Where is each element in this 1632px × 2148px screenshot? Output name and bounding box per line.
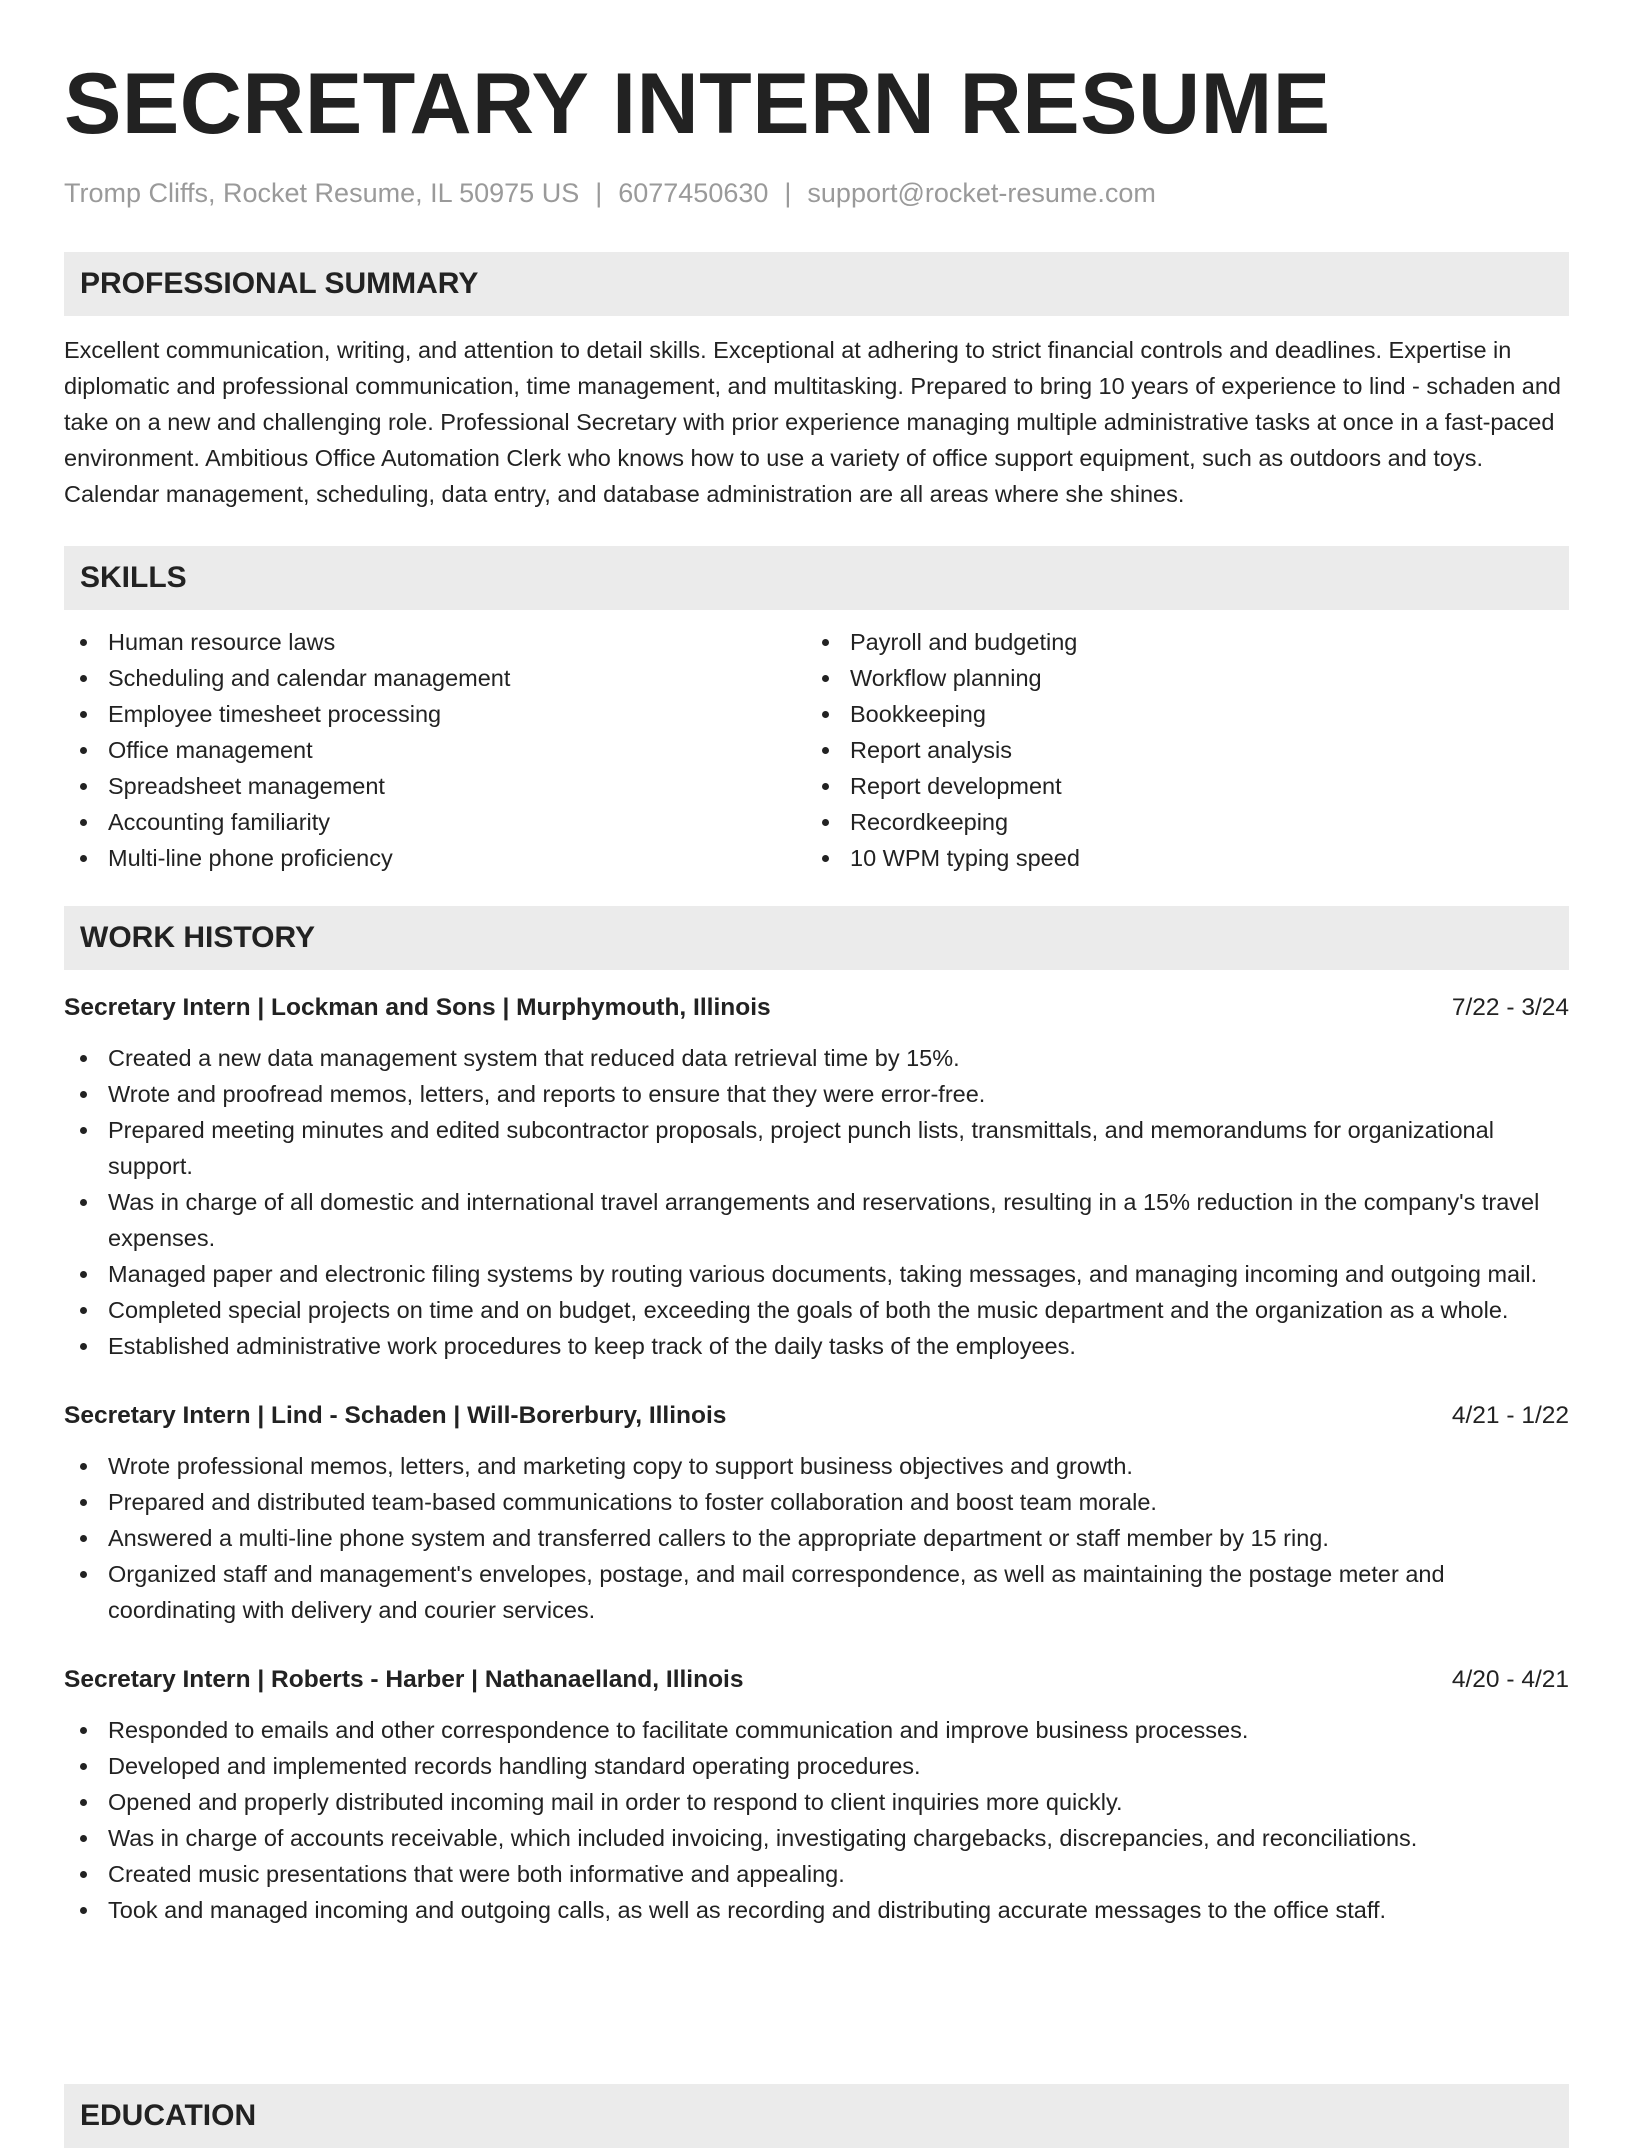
skill-item: 10 WPM typing speed xyxy=(806,840,1548,876)
job-bullet: Organized staff and management's envelopes, postage, and mail correspondence, as well as maintaining the postage meter and coordinating with delivery and courier services. xyxy=(64,1556,1569,1628)
job-dates: 7/22 - 3/24 xyxy=(1451,994,1569,1021)
job-bullet: Was in charge of all domestic and international travel arrangements and reservations, resulting in a 15% reduction in the company's travel expenses. xyxy=(64,1184,1569,1256)
education-section xyxy=(64,2084,1569,2148)
job-entry xyxy=(64,1662,1569,1928)
job-title: Secretary Intern | Lind - Schaden | Will-Borerbury, Illinois xyxy=(64,1402,727,1429)
job-bullet: Created a new data management system that reduced data retrieval time by 15%. xyxy=(64,1040,1569,1076)
job-bullet: Opened and properly distributed incoming mail in order to respond to client inquiries more quickly. xyxy=(64,1784,1569,1820)
job-bullet: Developed and implemented records handling standard operating procedures. xyxy=(64,1748,1569,1784)
job-bullet: Established administrative work procedures to keep track of the daily tasks of the employees. xyxy=(64,1328,1569,1364)
skills-section xyxy=(64,546,1569,876)
contact-line xyxy=(64,176,1569,210)
job-bullet: Managed paper and electronic filing systems by routing various documents, taking messages, and managing incoming and outgoing mail. xyxy=(64,1256,1569,1292)
job-header xyxy=(64,1662,1569,1698)
skill-item: Human resource laws xyxy=(64,624,806,660)
skill-item: Scheduling and calendar management xyxy=(64,660,806,696)
job-bullet: Took and managed incoming and outgoing calls, as well as recording and distributing accurate messages to the office staff. xyxy=(64,1892,1569,1928)
section-header-education: EDUCATION xyxy=(64,2084,1569,2148)
skill-item: Recordkeeping xyxy=(806,804,1548,840)
section-header-work-history: WORK HISTORY xyxy=(64,906,1569,970)
skill-item: Multi-line phone proficiency xyxy=(64,840,806,876)
job-bullet: Answered a multi-line phone system and transferred callers to the appropriate department or staff member by 15 ring. xyxy=(64,1520,1569,1556)
contact-phone: 6077450630 xyxy=(618,178,769,208)
job-header xyxy=(64,1398,1569,1434)
job-bullet: Wrote and proofread memos, letters, and reports to ensure that they were error-free. xyxy=(64,1076,1569,1112)
skills-grid xyxy=(64,624,1569,876)
job-header xyxy=(64,990,1569,1026)
job-bullet: Was in charge of accounts receivable, which included invoicing, investigating chargebacks, discrepancies, and reconciliations. xyxy=(64,1820,1569,1856)
skill-item: Accounting familiarity xyxy=(64,804,806,840)
skill-item: Employee timesheet processing xyxy=(64,696,806,732)
skill-item: Spreadsheet management xyxy=(64,768,806,804)
job-bullet: Created music presentations that were both informative and appealing. xyxy=(64,1856,1569,1892)
skill-item: Workflow planning xyxy=(806,660,1548,696)
job-title: Secretary Intern | Roberts - Harber | Nathanaelland, Illinois xyxy=(64,1666,744,1693)
contact-address: Tromp Cliffs, Rocket Resume, IL 50975 US xyxy=(64,178,580,208)
job-bullets xyxy=(64,1448,1569,1628)
job-list xyxy=(64,990,1569,1928)
resume-title: SECRETARY INTERN RESUME xyxy=(64,56,1331,152)
contact-separator: | xyxy=(595,178,603,208)
job-bullets xyxy=(64,1712,1569,1928)
section-header-summary: PROFESSIONAL SUMMARY xyxy=(64,252,1569,316)
skills-column-left xyxy=(64,624,806,876)
skill-item: Report development xyxy=(806,768,1548,804)
job-bullet: Completed special projects on time and on budget, exceeding the goals of both the music department and the organization as a whole. xyxy=(64,1292,1569,1328)
skills-column-right xyxy=(806,624,1548,876)
job-dates: 4/21 - 1/22 xyxy=(1451,1402,1569,1429)
job-bullet: Prepared meeting minutes and edited subcontractor proposals, project punch lists, transmittals, and memorandums for organizational support. xyxy=(64,1112,1569,1184)
contact-email: support@rocket-resume.com xyxy=(807,178,1156,208)
job-bullet: Wrote professional memos, letters, and marketing copy to support business objectives and growth. xyxy=(64,1448,1569,1484)
job-dates: 4/20 - 4/21 xyxy=(1451,1666,1569,1693)
job-entry xyxy=(64,990,1569,1364)
section-header-skills: SKILLS xyxy=(64,546,1569,610)
skill-item: Payroll and budgeting xyxy=(806,624,1548,660)
summary-text: Excellent communication, writing, and attention to detail skills. Exceptional at adhering to strict financial controls and deadlines. Expertise in diplomatic and professional communication, time management, and multitasking. Prepared to bring 10 years of experience to lind - schaden and take on a new and challenging role. Professional Secretary with prior experience managing multiple administrative tasks at once in a fast-paced environment. Ambitious Office Automation Clerk who knows how to use a variety of office support equipment, such as outdoors and toys. Calendar management, scheduling, data entry, and database administration are all areas where she shines. xyxy=(64,337,1562,507)
professional-summary-section xyxy=(64,252,1569,512)
job-entry xyxy=(64,1398,1569,1628)
job-bullets xyxy=(64,1040,1569,1364)
contact-separator: | xyxy=(784,178,792,208)
skill-item: Office management xyxy=(64,732,806,768)
job-bullet: Prepared and distributed team-based communications to foster collaboration and boost team morale. xyxy=(64,1484,1569,1520)
skill-item: Bookkeeping xyxy=(806,696,1548,732)
job-bullet: Responded to emails and other correspondence to facilitate communication and improve business processes. xyxy=(64,1712,1569,1748)
work-history-section xyxy=(64,906,1569,1928)
skill-item: Report analysis xyxy=(806,732,1548,768)
job-title: Secretary Intern | Lockman and Sons | Murphymouth, Illinois xyxy=(64,994,771,1021)
